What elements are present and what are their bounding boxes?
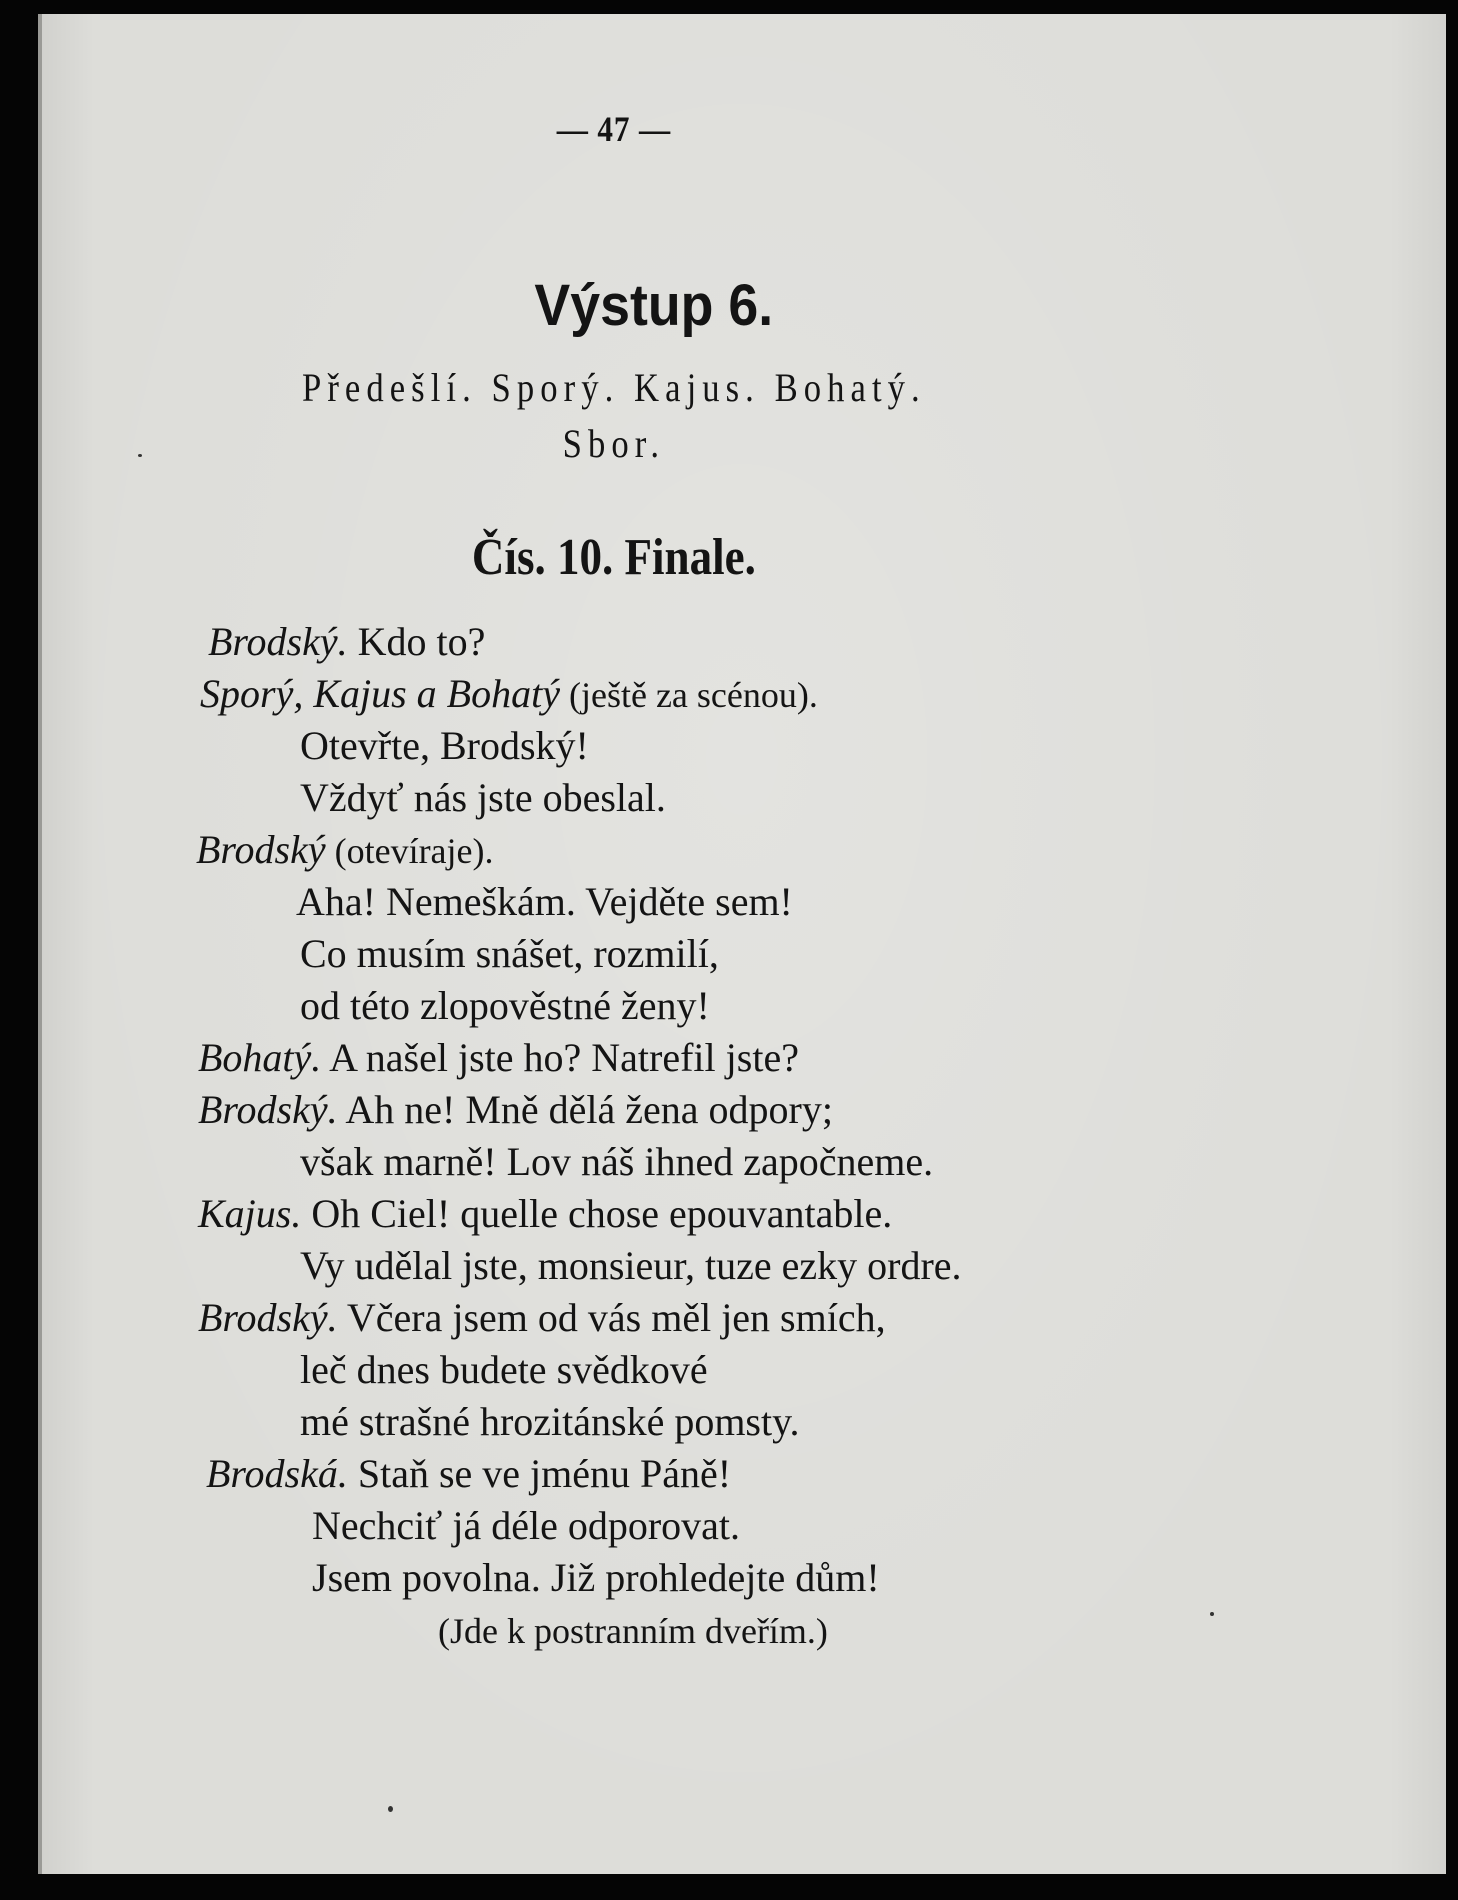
speaker-name: Brodský. xyxy=(208,619,348,664)
speaker-name: Brodský xyxy=(196,827,326,872)
dialogue-line xyxy=(300,774,666,822)
dialogue-line xyxy=(198,1086,833,1134)
dialogue-line xyxy=(198,1034,799,1082)
speaker-name: Sporý, Kajus a Bohatý xyxy=(200,671,560,716)
line-text: Oh Ciel! quelle chose epouvantable. xyxy=(301,1191,893,1236)
dialogue-line xyxy=(300,982,710,1030)
line-text: Staň se ve jménu Páně! xyxy=(347,1451,732,1496)
line-text: Kdo to? xyxy=(347,619,486,664)
dialogue-line xyxy=(300,930,719,978)
line-text: mé strašné hrozitánské pomsty. xyxy=(300,1399,800,1444)
dialogue-line xyxy=(300,1346,708,1394)
line-text: Jsem povolna. Již prohledejte dům! xyxy=(312,1555,880,1600)
scene-title: Výstup 6. xyxy=(534,273,774,338)
line-text: Včera jsem od vás měl jen smích, xyxy=(337,1295,886,1340)
paper-speck xyxy=(138,454,142,457)
line-text: Vždyť nás jste obeslal. xyxy=(300,775,666,820)
line-text: však marně! Lov náš ihned započneme. xyxy=(300,1139,934,1184)
line-text: leč dnes budete svědkové xyxy=(300,1347,708,1392)
dialogue-line xyxy=(300,722,589,770)
dialogue-line xyxy=(312,1502,740,1550)
line-text: Nechciť já déle odporovat. xyxy=(312,1503,741,1548)
dialogue-line xyxy=(196,826,494,875)
number-title: Čís. 10. Finale. xyxy=(471,529,756,586)
stage-direction: (Jde k postranním dveřím.) xyxy=(438,1611,828,1651)
speaker-name: Bohatý. xyxy=(198,1035,322,1080)
paper-speck xyxy=(388,1806,393,1812)
dialogue-line xyxy=(206,1450,731,1498)
line-text: Otevřte, Brodský! xyxy=(300,723,589,768)
line-text: Ah ne! Mně dělá žena odpory; xyxy=(337,1087,833,1132)
dialogue-line xyxy=(300,1138,933,1186)
dialogue-line xyxy=(200,670,818,719)
paper-speck xyxy=(1210,1612,1214,1616)
speaker-name: Brodská. xyxy=(206,1451,348,1496)
dialogue-line xyxy=(296,878,793,926)
dialogue-line xyxy=(198,1190,892,1238)
dialogue-line xyxy=(198,1294,886,1342)
dialogue-line xyxy=(300,1398,800,1446)
speaker-name: Kajus. xyxy=(198,1191,302,1236)
speaker-name: Brodský. xyxy=(198,1295,338,1340)
stage-direction: (ještě za scénou). xyxy=(559,675,818,715)
line-text: Vy udělal jste, monsieur, tuze ezky ordre. xyxy=(300,1243,962,1288)
dialogue-line xyxy=(438,1606,828,1655)
line-text: od této zlopověstné ženy! xyxy=(300,983,710,1028)
dialogue-line xyxy=(208,618,485,666)
line-text: Aha! Nemeškám. Vejděte sem! xyxy=(296,879,793,924)
characters-list-continued: Sbor. xyxy=(562,421,666,466)
stage-direction: (otevíraje). xyxy=(325,831,494,871)
line-text: Co musím snášet, rozmilí, xyxy=(300,931,719,976)
page-number: — 47 — xyxy=(556,109,672,149)
speaker-name: Brodský. xyxy=(198,1087,338,1132)
line-text: A našel jste ho? Natrefil jste? xyxy=(321,1035,799,1080)
characters-list: Předešlí. Sporý. Kajus. Bohatý. xyxy=(301,365,926,410)
dialogue-line xyxy=(300,1242,962,1290)
dialogue-line xyxy=(312,1554,880,1602)
